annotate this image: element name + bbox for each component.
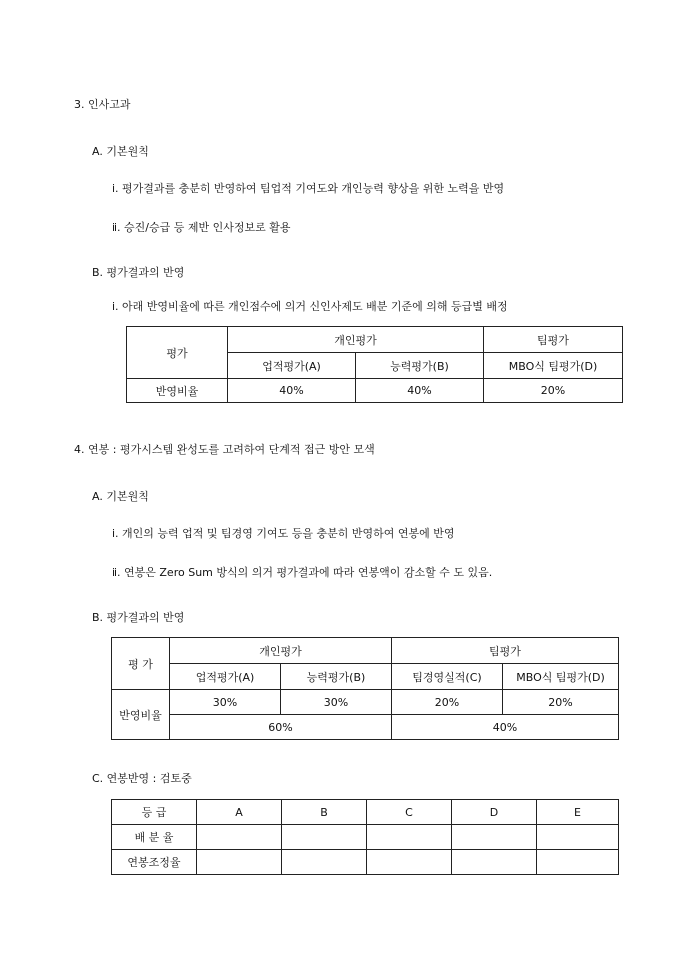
header-eval: 평가 (127, 327, 228, 379)
row-label: 반영비율 (127, 379, 228, 403)
col-d: MBO식 팀평가(D) (484, 353, 623, 379)
header-personal: 개인평가 (170, 638, 392, 664)
value-c: 20% (392, 690, 503, 715)
header-personal: 개인평가 (228, 327, 484, 353)
value-a: 30% (170, 690, 281, 715)
col-b: 능력평가(B) (281, 664, 392, 690)
section-3-ratio-table (126, 326, 623, 403)
header-eval: 평 가 (112, 638, 170, 690)
header-grade: 등 급 (112, 800, 197, 825)
value-d: 20% (484, 379, 623, 403)
cell (282, 850, 367, 875)
header-team: 팀평가 (392, 638, 619, 664)
value-a: 40% (228, 379, 356, 403)
cell (367, 850, 452, 875)
col-b: 능력평가(B) (356, 353, 484, 379)
value-personal-total: 60% (170, 715, 392, 740)
grade-b: B (282, 800, 367, 825)
grade-a: A (197, 800, 282, 825)
cell (367, 825, 452, 850)
section-3-b-heading: B. 평가결과의 반영 (92, 266, 185, 279)
section-4-c-heading: C. 연봉반영 : 검토중 (92, 772, 192, 785)
grade-c: C (367, 800, 452, 825)
section-3-a-heading: A. 기본원칙 (92, 145, 149, 158)
col-a: 업적평가(A) (228, 353, 356, 379)
col-a: 업적평가(A) (170, 664, 281, 690)
cell (537, 850, 619, 875)
cell (452, 850, 537, 875)
section-4-a-heading: A. 기본원칙 (92, 490, 149, 503)
value-d: 20% (503, 690, 619, 715)
section-4-heading: 4. 연봉 : 평가시스템 완성도를 고려하여 단계적 접근 방안 모색 (74, 443, 375, 456)
section-4-a-item-2: ⅱ. 연봉은 Zero Sum 방식의 의거 평가결과에 따라 연봉액이 감소할 수 도 있음. (112, 566, 493, 579)
section-3-a-item-1: ⅰ. 평가결과를 충분히 반영하여 팀업적 기여도와 개인능력 향상을 위한 노력을 반영 (112, 182, 505, 195)
cell (282, 825, 367, 850)
row-distribution: 배 분 율 (112, 825, 197, 850)
header-team: 팀평가 (484, 327, 623, 353)
section-3-a-item-2: ⅱ. 승진/승급 등 제반 인사정보로 활용 (112, 221, 291, 234)
section-4-ratio-table (111, 637, 619, 740)
value-b: 40% (356, 379, 484, 403)
cell (537, 825, 619, 850)
section-3-b-item-1: ⅰ. 아래 반영비율에 따른 개인점수에 의거 신인사제도 배분 기준에 의해 등급별 배정 (112, 300, 508, 313)
section-3-heading: 3. 인사고과 (74, 98, 131, 111)
cell (452, 825, 537, 850)
col-c: 팀경영실적(C) (392, 664, 503, 690)
section-4-b-heading: B. 평가결과의 반영 (92, 611, 185, 624)
section-4-a-item-1: ⅰ. 개인의 능력 업적 및 팀경영 기여도 등을 충분히 반영하여 연봉에 반영 (112, 527, 455, 540)
grade-d: D (452, 800, 537, 825)
row-salary-adjustment: 연봉조정율 (112, 850, 197, 875)
value-b: 30% (281, 690, 392, 715)
col-d: MBO식 팀평가(D) (503, 664, 619, 690)
cell (197, 850, 282, 875)
grade-table (111, 799, 619, 875)
value-team-total: 40% (392, 715, 619, 740)
grade-e: E (537, 800, 619, 825)
row-label: 반영비율 (112, 690, 170, 740)
cell (197, 825, 282, 850)
